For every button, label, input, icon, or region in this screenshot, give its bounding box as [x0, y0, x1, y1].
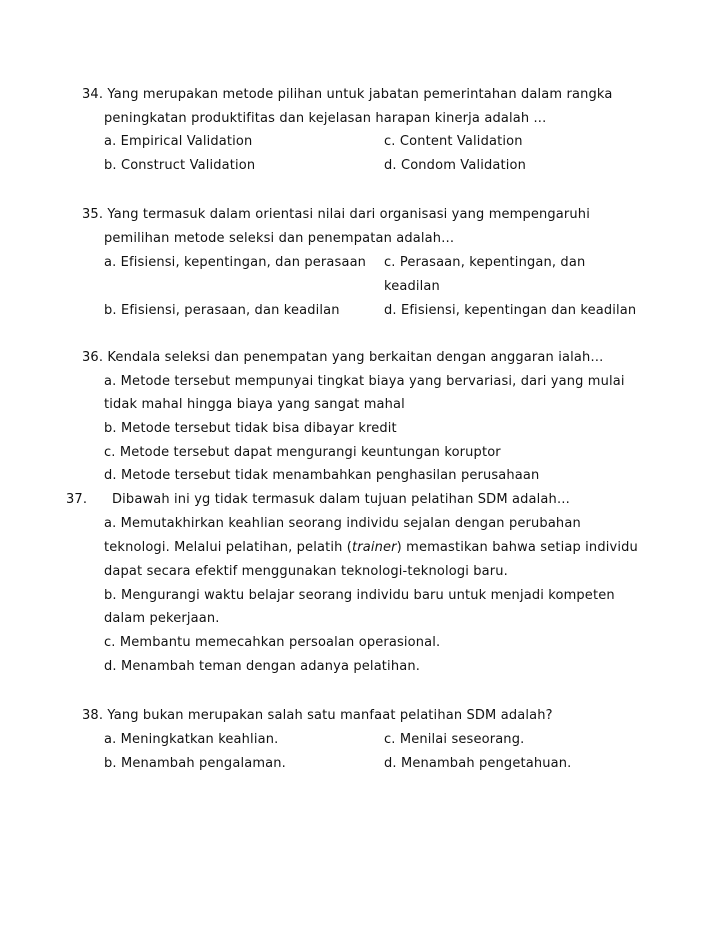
question-37-option-b-line-1: b. Mengurangi waktu belajar seorang individu baru untuk menjadi kompeten: [104, 588, 615, 603]
question-38-option-d: d. Menambah pengetahuan.: [384, 756, 572, 771]
question-36-option-b: b. Metode tersebut tidak bisa dibayar kredit: [104, 421, 397, 436]
question-38-option-a: a. Meningkatkan keahlian.: [104, 732, 279, 747]
question-36-stem: 36. Kendala seleksi dan penempatan yang berkaitan dengan anggaran ialah…: [82, 350, 604, 365]
question-37-option-a-line-2-pre: teknologi. Melalui pelatihan, pelatih (: [104, 540, 352, 555]
question-37-stem: Dibawah ini yg tidak termasuk dalam tujuan pelatihan SDM adalah…: [112, 492, 571, 507]
question-38-stem: 38. Yang bukan merupakan salah satu manfaat pelatihan SDM adalah?: [82, 708, 553, 723]
question-35-option-c-line-2: keadilan: [384, 279, 440, 294]
question-37-number: 37.: [66, 492, 88, 507]
question-38-option-b: b. Menambah pengalaman.: [104, 756, 286, 771]
question-37-option-a-line-1: a. Memutakhirkan keahlian seorang individu sejalan dengan perubahan: [104, 516, 581, 531]
question-37-option-a-line-2-post: ) memastikan bahwa setiap individu: [396, 540, 638, 555]
question-35-stem-line-2: pemilihan metode seleksi dan penempatan adalah…: [104, 231, 455, 246]
question-35-option-b: b. Efisiensi, perasaan, dan keadilan: [104, 303, 340, 318]
question-36-option-c: c. Metode tersebut dapat mengurangi keuntungan koruptor: [104, 445, 501, 460]
question-35-option-d: d. Efisiensi, kepentingan dan keadilan: [384, 303, 637, 318]
question-35-option-c-line-1: c. Perasaan, kepentingan, dan: [384, 255, 586, 270]
question-36-option-a-line-2: tidak mahal hingga biaya yang sangat mahal: [104, 397, 405, 412]
question-35-stem-line-1: 35. Yang termasuk dalam orientasi nilai dari organisasi yang mempengaruhi: [82, 207, 590, 222]
question-37-option-d: d. Menambah teman dengan adanya pelatihan.: [104, 659, 420, 674]
question-37-option-b-line-2: dalam pekerjaan.: [104, 611, 220, 626]
question-36-option-a-line-1: a. Metode tersebut mempunyai tingkat biaya yang bervariasi, dari yang mulai: [104, 374, 625, 389]
question-34-option-a: a. Empirical Validation: [104, 134, 253, 149]
question-34-option-c: c. Content Validation: [384, 134, 523, 149]
question-38-option-c: c. Menilai seseorang.: [384, 732, 525, 747]
question-34-option-d: d. Condom Validation: [384, 158, 526, 173]
question-34-stem-line-1: 34. Yang merupakan metode pilihan untuk jabatan pemerintahan dalam rangka: [82, 87, 613, 102]
question-37-option-a-line-3: dapat secara efektif menggunakan teknologi-teknologi baru.: [104, 564, 508, 579]
question-34-option-b: b. Construct Validation: [104, 158, 256, 173]
question-37-option-c: c. Membantu memecahkan persoalan operasional.: [104, 635, 441, 650]
question-34-stem-line-2: peningkatan produktifitas dan kejelasan harapan kinerja adalah ...: [104, 111, 547, 126]
trainer-term: trainer: [351, 540, 397, 555]
question-36-option-d: d. Metode tersebut tidak menambahkan penghasilan perusahaan: [104, 468, 540, 483]
question-35-option-a: a. Efisiensi, kepentingan, dan perasaan: [104, 255, 367, 270]
question-37-option-a-line-2: [104, 539, 638, 557]
